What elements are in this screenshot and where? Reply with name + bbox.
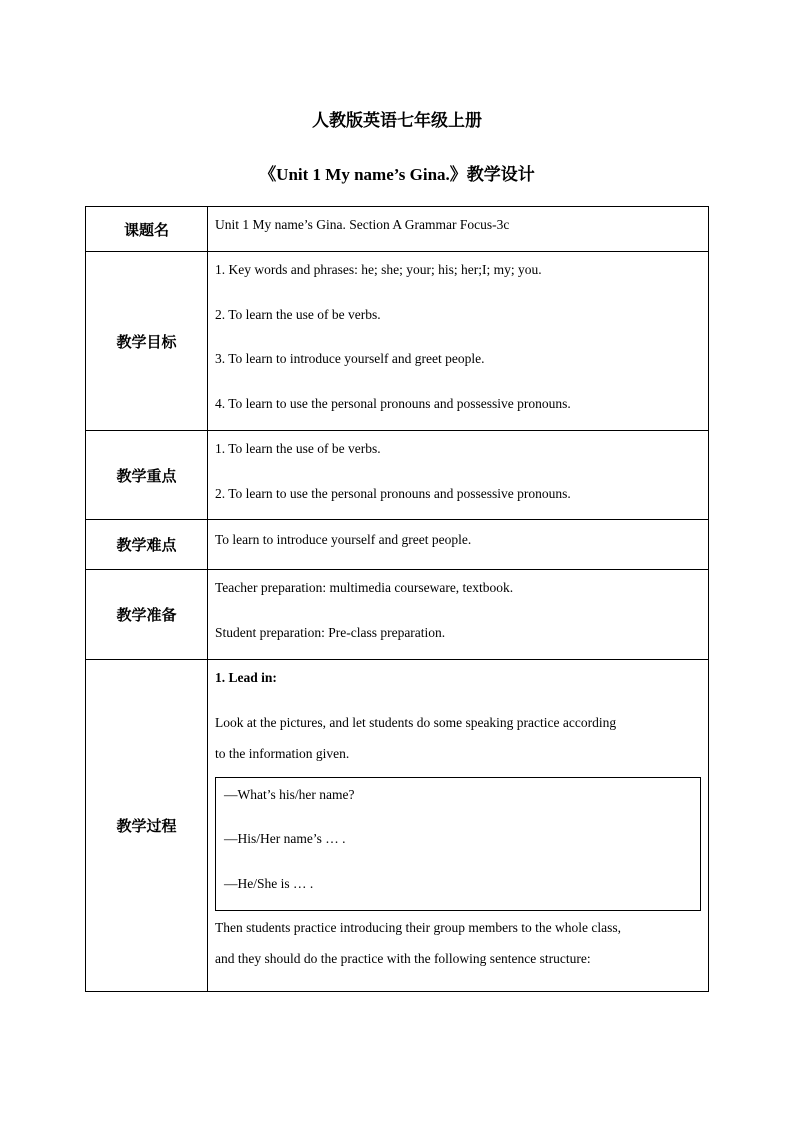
follow-line: Then students practice introducing their group members to the whole class, — [215, 919, 622, 935]
topic-cell — [208, 207, 709, 252]
follow-line: and they should do the practice with the following sentence structure: — [215, 951, 591, 966]
teacher-preparation: Teacher preparation: multimedia courseware, textbook. — [215, 580, 514, 595]
dialog-box — [215, 777, 701, 911]
key-points-label: 教学重点 — [86, 431, 208, 520]
topic-value: Unit 1 My name’s Gina. Section A Grammar Focus-3c — [215, 217, 510, 232]
goal-item: 1. Key words and phrases: he; she; your; his; her;I; my; you. — [215, 262, 542, 277]
process-cell — [208, 660, 709, 992]
key-points-cell — [208, 431, 709, 520]
table-row-difficult-points — [86, 520, 709, 570]
dialog-line: —He/She is … . — [224, 875, 314, 891]
process-label: 教学过程 — [86, 660, 208, 992]
document-title: 人教版英语七年级上册 — [312, 111, 482, 130]
step-title: 1. Lead in: — [215, 670, 277, 685]
table-row-process — [86, 660, 709, 992]
goal-item: 3. To learn to introduce yourself and greet people. — [215, 351, 485, 366]
student-preparation: Student preparation: Pre-class preparation. — [215, 624, 446, 640]
table-row-goals — [86, 252, 709, 431]
goals-label: 教学目标 — [86, 252, 208, 431]
lesson-plan-table — [85, 206, 709, 992]
table-row-key-points — [86, 431, 709, 520]
dialog-line: —His/Her name’s … . — [224, 831, 346, 846]
intro-line: Look at the pictures, and let students do some speaking practice according — [215, 714, 617, 730]
dialog-line: —What’s his/her name? — [224, 786, 355, 802]
difficult-points-label: 教学难点 — [86, 520, 208, 570]
preparation-cell — [208, 570, 709, 660]
intro-line: to the information given. — [215, 746, 350, 761]
goal-item: 4. To learn to use the personal pronouns and possessive pronouns. — [215, 395, 571, 411]
key-point-item: 1. To learn the use of be verbs. — [215, 441, 381, 456]
topic-label: 课题名 — [86, 207, 208, 252]
key-point-item: 2. To learn to use the personal pronouns and possessive pronouns. — [215, 485, 571, 501]
difficult-points-value: To learn to introduce yourself and greet people. — [215, 532, 472, 547]
goal-item: 2. To learn the use of be verbs. — [215, 306, 381, 322]
table-row-preparation — [86, 570, 709, 660]
document-subtitle: 《Unit 1 My name’s Gina.》教学设计 — [259, 165, 535, 184]
table-row-topic — [86, 207, 709, 252]
preparation-label: 教学准备 — [86, 570, 208, 660]
goals-cell — [208, 252, 709, 431]
difficult-points-cell — [208, 520, 709, 570]
